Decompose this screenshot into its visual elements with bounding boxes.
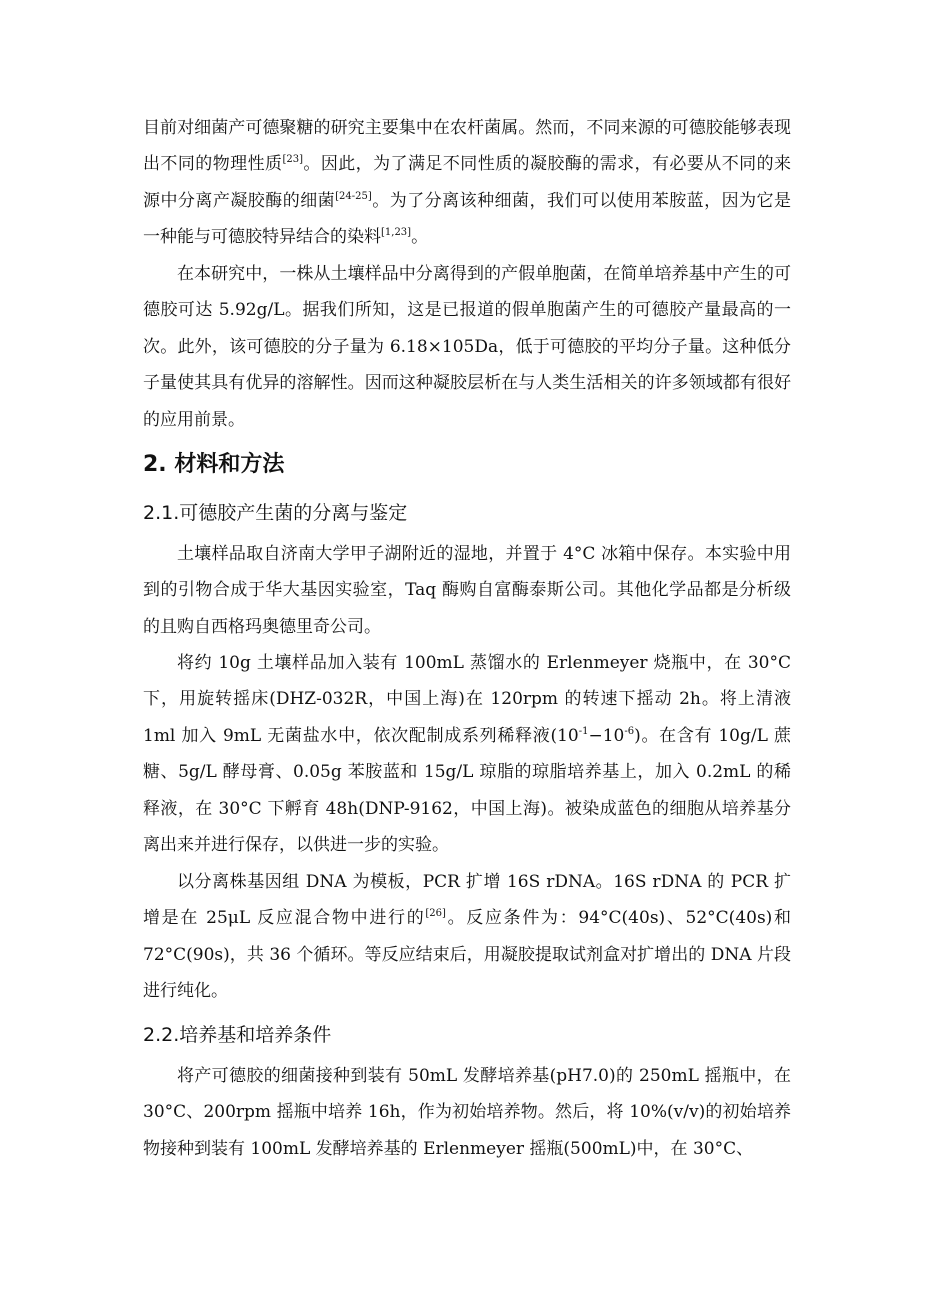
text-run: 。为了分离该种细菌，我们可以使用苯胺蓝，因为它是一种能与可德胶特异结合的染料 (143, 190, 792, 248)
text-run: 目前对细菌产可德聚糖的研究主要集中在农杆菌属。然而，不同来源的可德胶能够表现出不同的物理性质 (143, 118, 791, 175)
intro-paragraph-1 (143, 110, 791, 256)
superscript: -1 (578, 725, 589, 737)
citation: [1,23] (381, 227, 412, 239)
section-2-1-paragraph-2 (143, 645, 791, 863)
section-2-2-paragraph-1: 将产可德胶的细菌接种到装有 50mL 发酵培养基(pH7.0)的 250mL 摇瓶中，在 30°C、200rpm 摇瓶中培养 16h，作为初始培养物。然后，将 10%(v/v)的初始培养物接种到装有 100mL 发酵培养基的 Erlenmeyer 摇瓶(500mL)中，在 30°C、 (143, 1066, 791, 1159)
section-2-1-paragraph-3 (143, 864, 791, 1010)
superscript: -6 (624, 725, 635, 737)
text-run: 。反应条件为：94°C(40s)、52°C(40s)和 72°C(90s)，共 36 个循环。等反应结束后，用凝胶提取试剂盒对扩增出的 DNA 片段进行纯化。 (143, 908, 791, 1002)
text-run: 。 (411, 227, 429, 248)
section-heading-2: 2. 材料和方法 (143, 452, 285, 477)
subsection-heading-2-1: 2.1.可德胶产生菌的分离与鉴定 (143, 502, 408, 524)
text-run: )。在含有 10g/L 蔗糖、5g/L 酵母膏、0.05g 苯胺蓝和 15g/L 琼脂的琼脂培养基上，加入 0.2mL 的稀释液，在 30°C 下孵育 48h(DNP-9162，中国上海)。被染成蓝色的细胞从培养基分离出来并进行保存，以供进一步的实验。 (143, 725, 791, 856)
text-run: −10 (588, 725, 625, 746)
citation: [23] (282, 154, 303, 166)
text-run: 以分离株基因组 DNA 为模板，PCR 扩增 16S rDNA。16S rDNA 的 PCR 扩增是在 25μL 反应混合物中进行的 (143, 872, 791, 929)
citation: [26] (425, 908, 446, 920)
subsection-heading-2-2: 2.2.培养基和培养条件 (143, 1024, 332, 1046)
section-2-1-paragraph-1: 土壤样品取自济南大学甲子湖附近的湿地，并置于 4°C 冰箱中保存。本实验中用到的引物合成于华大基因实验室，Taq 酶购自富酶泰斯公司。其他化学品都是分析级的且购自西格玛奥德里奇公司。 (143, 544, 791, 637)
citation: [24-25] (335, 190, 372, 202)
text-run: 将约 10g 土壤样品加入装有 100mL 蒸馏水的 Erlenmeyer 烧瓶中，在 30°C 下，用旋转摇床(DHZ-032R，中国上海)在 120rpm 的转速下摇动 2h。将上清液 1ml 加入 9mL 无菌盐水中，依次配制成系列稀释液(10 (143, 653, 791, 746)
text-run: 。因此，为了满足不同性质的凝胶酶的需求，有必要从不同的来源中分离产凝胶酶的细菌 (143, 154, 791, 211)
intro-paragraph-2: 在本研究中，一株从土壤样品中分离得到的产假单胞菌，在简单培养基中产生的可德胶可达 5.92g/L。据我们所知，这是已报道的假单胞菌产生的可德胶产量最高的一次。此外，该可德胶的分子量为 6.18×105Da，低于可德胶的平均分子量。这种低分子量使其具有优异的溶解性。因而这种凝胶层析在与人类生活相关的许多领域都有很好的应用前景。 (143, 264, 791, 430)
